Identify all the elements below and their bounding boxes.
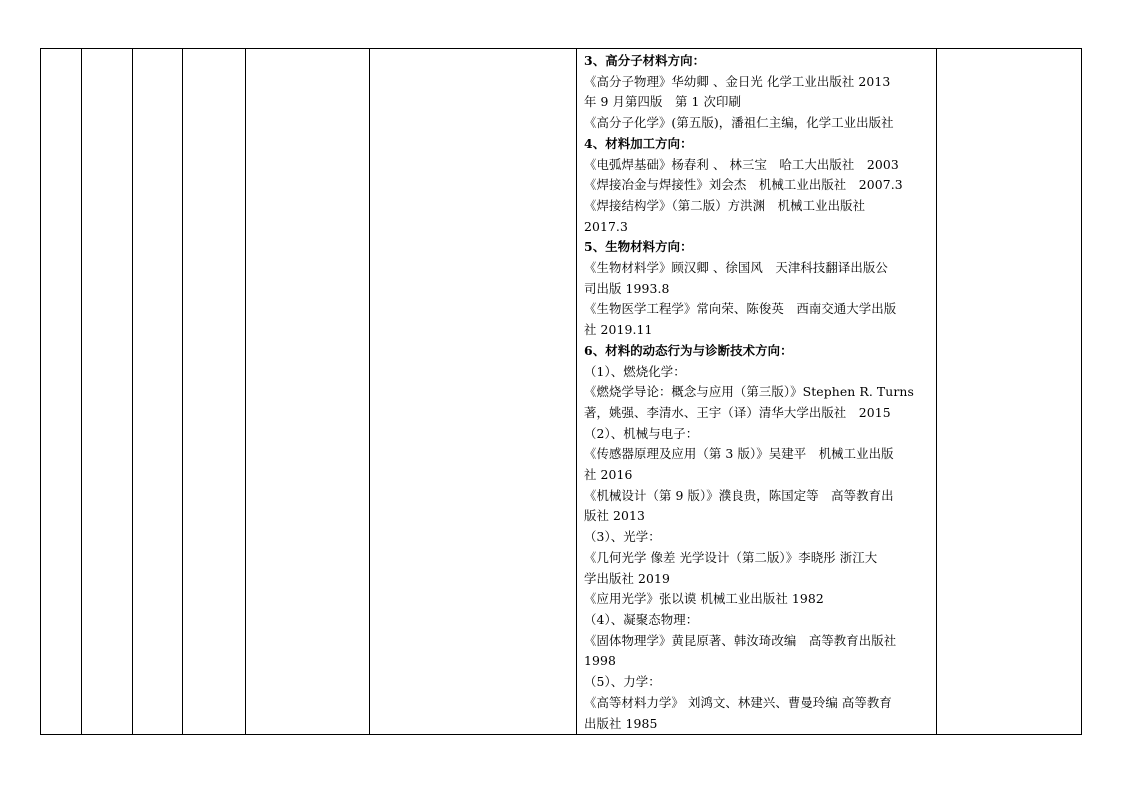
book-entry-line: （2）、机械与电子： bbox=[584, 425, 699, 441]
book-entry-line: 社 2019.11 bbox=[584, 322, 653, 338]
book-entry-line: 版社 2013 bbox=[584, 508, 645, 524]
book-entry-line: 社 2016 bbox=[584, 467, 633, 483]
section-heading: 6、材料的动态行为与诊断技术方向： bbox=[584, 342, 793, 358]
table-cell-col-5 bbox=[246, 49, 370, 735]
reference-book-list bbox=[584, 51, 930, 734]
book-entry-line: 《应用光学》张以谟 机械工业出版社 1982 bbox=[584, 591, 824, 607]
book-entry-line: 《高等材料力学》 刘鸿文、林建兴、曹曼玲编 高等教育 bbox=[584, 694, 892, 710]
book-entry-line: 《传感器原理及应用（第 3 版）》吴建平 机械工业出版 bbox=[584, 446, 894, 462]
book-entry-line: 《几何光学 像差 光学设计（第二版）》李晓彤 浙江大 bbox=[584, 549, 878, 565]
book-entry-line: 2017.3 bbox=[584, 218, 628, 234]
table-cell-col-6 bbox=[370, 49, 577, 735]
book-entry-line: 《生物医学工程学》常向荣、陈俊英 西南交通大学出版 bbox=[584, 301, 897, 317]
table-cell-col-2 bbox=[82, 49, 133, 735]
book-entry-line: 《固体物理学》黄昆原著、韩汝琦改编 高等教育出版社 bbox=[584, 632, 897, 648]
book-entry-line: 《生物材料学》顾汉卿 、徐国风 天津科技翻译出版公 bbox=[584, 260, 888, 276]
book-entry-line: 《高分子化学》(第五版)，潘祖仁主编，化学工业出版社 bbox=[584, 115, 894, 131]
book-entry-line: 著，姚强、李清水、王宇（译）清华大学出版社 2015 bbox=[584, 404, 891, 420]
book-entry-line: 学出版社 2019 bbox=[584, 570, 670, 586]
table-cell-col-4 bbox=[183, 49, 246, 735]
book-entry-line: （1）、燃烧化学： bbox=[584, 363, 686, 379]
table-cell-col-8 bbox=[937, 49, 1082, 735]
book-entry-line: 《电弧焊基础》杨春利 、 林三宝 哈工大出版社 2003 bbox=[584, 156, 899, 172]
table-cell-col-3 bbox=[133, 49, 183, 735]
curriculum-table bbox=[40, 48, 1082, 735]
section-heading: 5、生物材料方向： bbox=[584, 239, 693, 255]
book-entry-line: 《机械设计（第 9 版）》濮良贵，陈国定等 高等教育出 bbox=[584, 487, 894, 503]
reference-books-cell bbox=[577, 49, 937, 735]
book-entry-line: 司出版 1993.8 bbox=[584, 280, 670, 296]
book-entry-line: 《高分子物理》华幼卿 、金日光 化学工业出版社 2013 bbox=[584, 73, 891, 89]
book-entry-line: （3）、光学： bbox=[584, 529, 661, 545]
table-cell-col-1 bbox=[41, 49, 82, 735]
table-row bbox=[41, 49, 1082, 735]
book-entry-line: 《燃烧学导论：概念与应用（第三版）》Stephen R. Turns bbox=[584, 384, 914, 400]
book-entry-line: 《焊接结构学》（第二版）方洪渊 机械工业出版社 bbox=[584, 197, 866, 213]
section-heading: 4、材料加工方向： bbox=[584, 135, 693, 151]
book-entry-line: （5）、力学： bbox=[584, 674, 661, 690]
book-entry-line: 年 9 月第四版 第 1 次印刷 bbox=[584, 94, 742, 110]
book-entry-line: （4）、凝聚态物理： bbox=[584, 611, 699, 627]
book-entry-line: 《焊接冶金与焊接性》刘会杰 机械工业出版社 2007.3 bbox=[584, 177, 903, 193]
book-entry-line: 出版社 1985 bbox=[584, 715, 658, 731]
section-heading: 3、高分子材料方向： bbox=[584, 53, 706, 68]
book-entry-line: 1998 bbox=[584, 653, 616, 669]
